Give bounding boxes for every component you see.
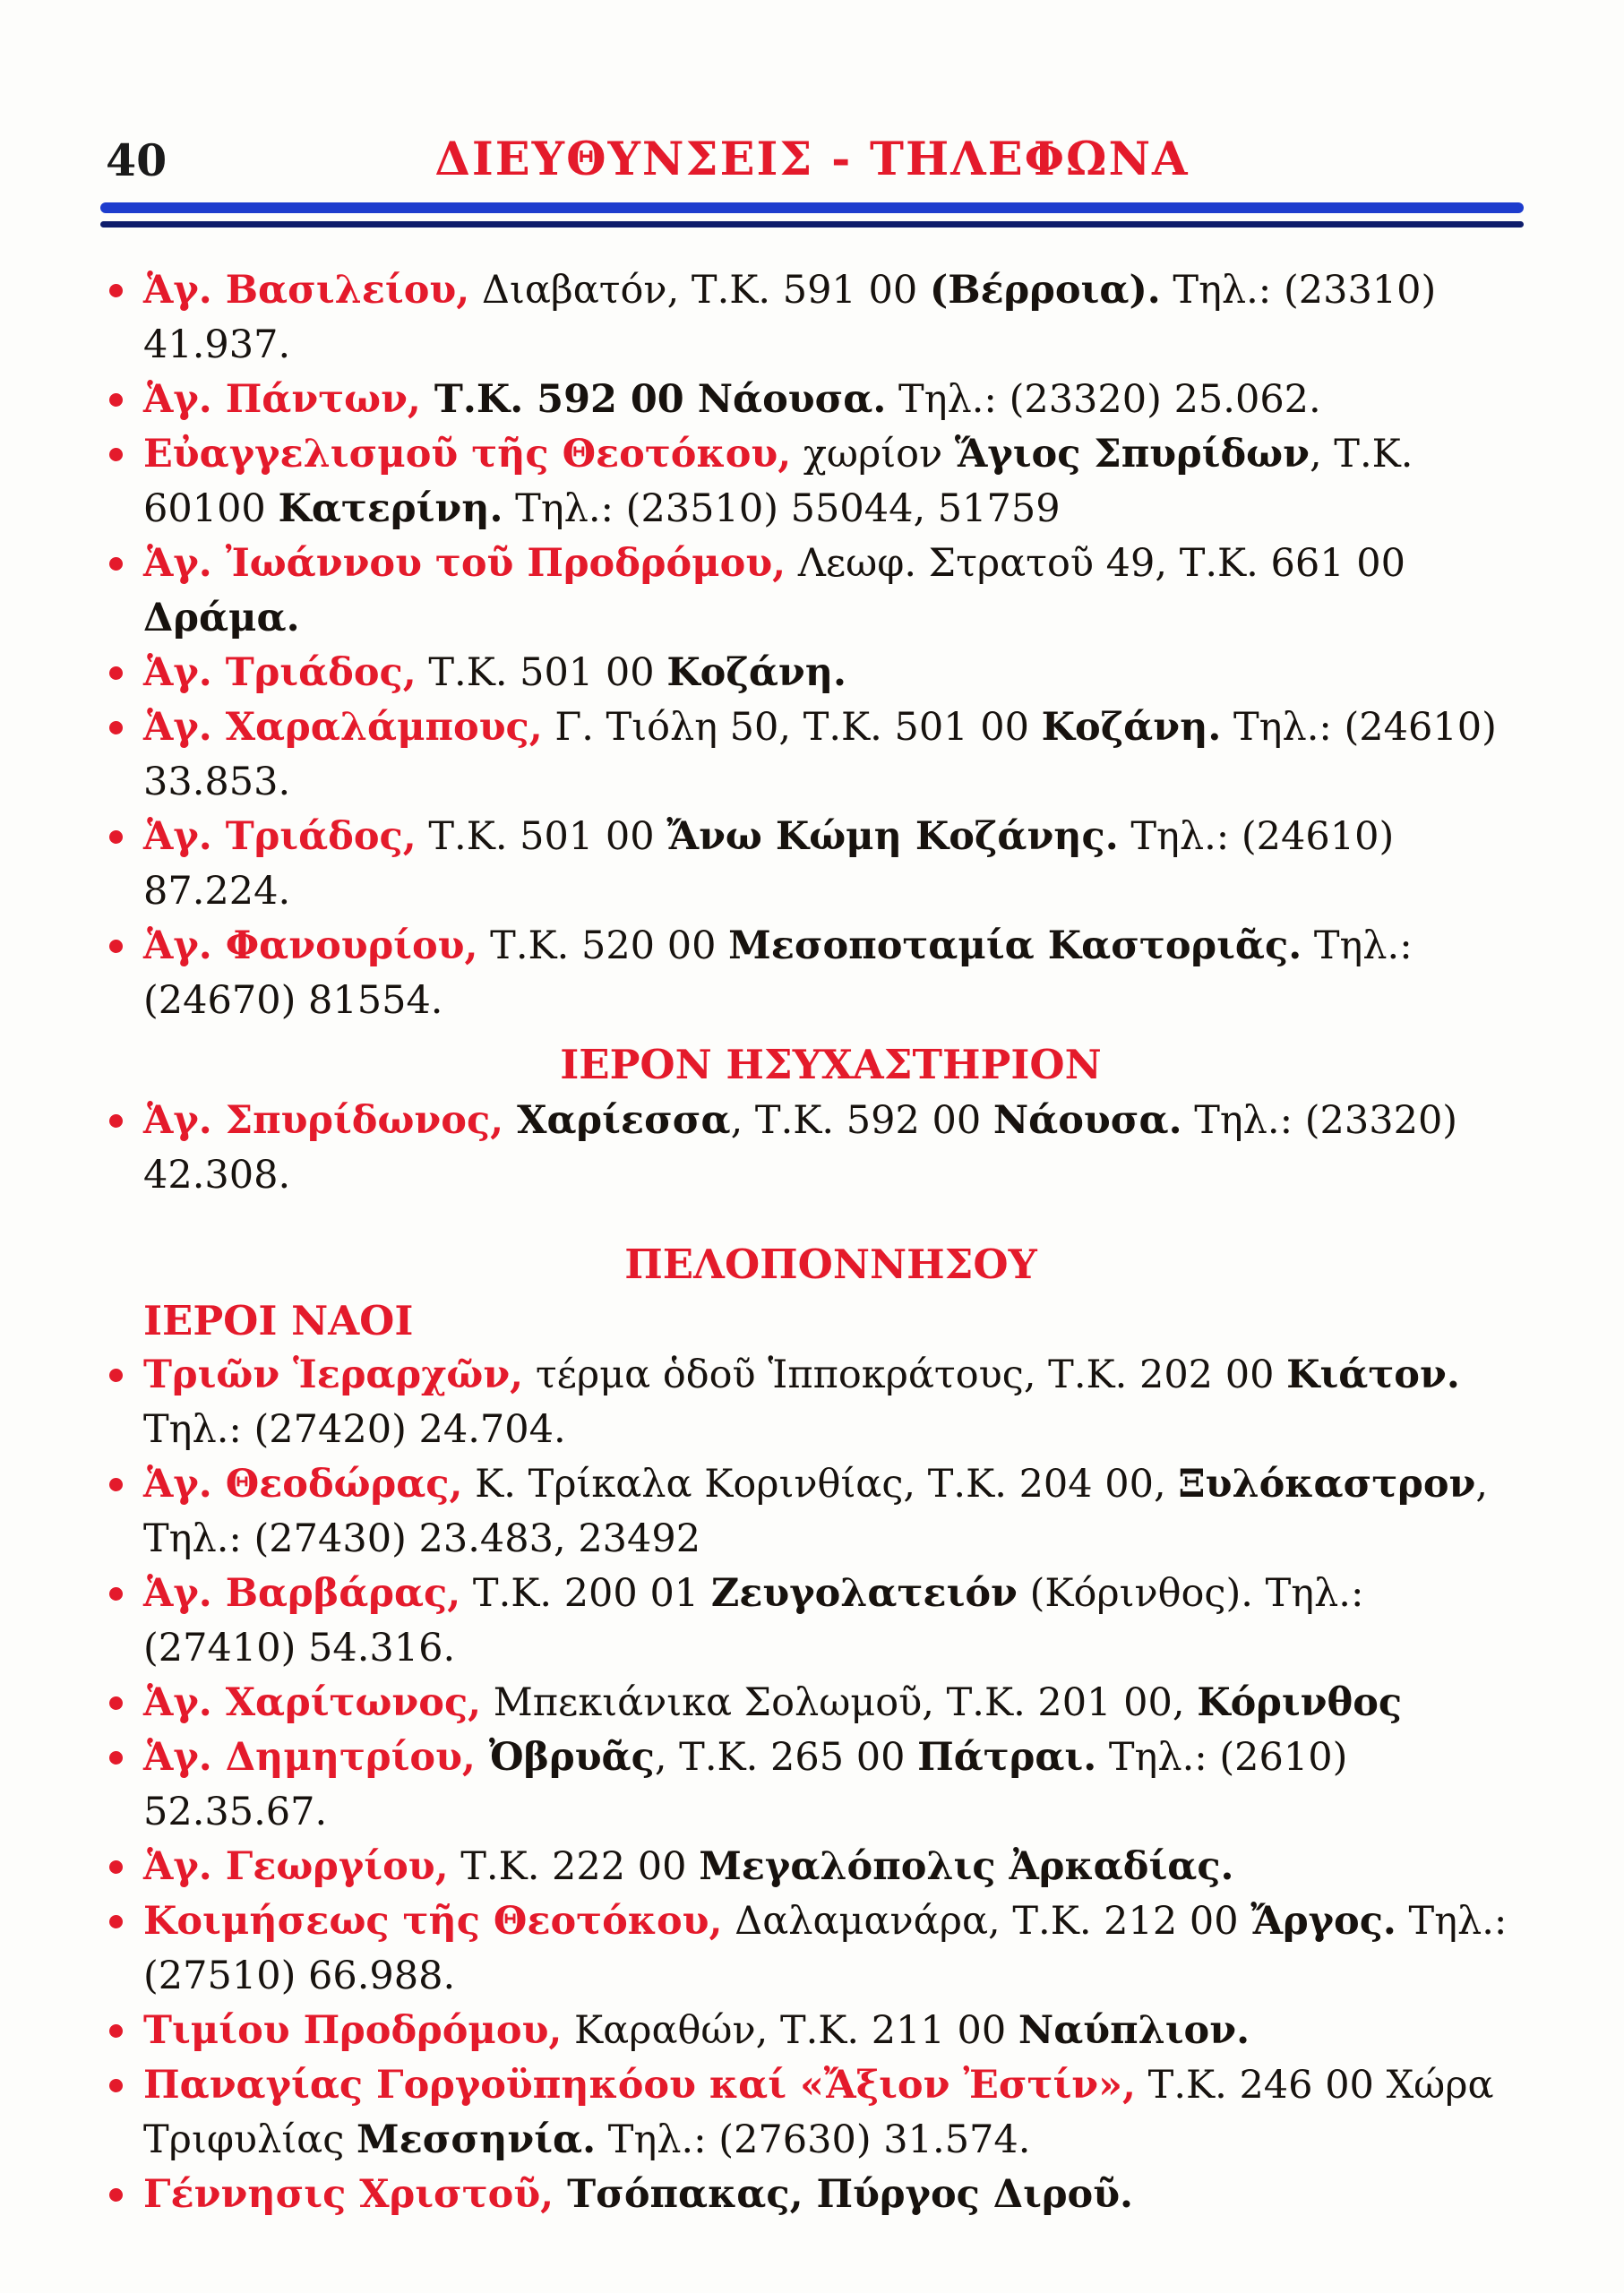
- entry-text: Καραθών, Τ.Κ. 211 00: [562, 2008, 1018, 2053]
- directory-entry: [143, 373, 1518, 427]
- entry-text: Γ. Τιόλη 50, Τ.Κ. 501 00: [542, 705, 1042, 750]
- entry-text: Δαλαμανάρα, Τ.Κ. 212 00: [722, 1899, 1251, 1944]
- directory-entry: [143, 2058, 1518, 2168]
- entry-name: Ἁγ. Χαρίτωνος,: [143, 1680, 482, 1725]
- entry-text: Ξυλόκαστρον: [1178, 1462, 1476, 1507]
- entry-text: Τηλ.: (23510) 55044, 51759: [503, 486, 1061, 531]
- entry-text: χωρίον: [791, 432, 955, 477]
- bullet-icon: [109, 1369, 123, 1382]
- entry-text: Τ.Κ. 501 00: [416, 814, 667, 859]
- entry-text: Νάουσα.: [992, 1098, 1182, 1143]
- entry-name: Ἁγ. Θεοδώρας,: [143, 1462, 463, 1507]
- directory-entry: [143, 537, 1518, 646]
- entry-name: Παναγίας Γοργοϋπηκόου καί «Ἄξιον Ἐστίν»,: [143, 2063, 1136, 2108]
- entry-text: Μεσοποταμία Καστοριᾶς.: [728, 923, 1302, 968]
- directory-entry: [143, 919, 1518, 1028]
- entry-text: , Τ.Κ. 265 00: [654, 1735, 918, 1780]
- bullet-icon: [109, 721, 123, 734]
- entry-name: Ἁγ. Χαραλάμπους,: [143, 705, 543, 750]
- heading-region: ΠΕΛΟΠΟΝΝΗΣΟΥ: [624, 1241, 1037, 1288]
- heading-section: ΙΕΡΟΝ ΗΣΥΧΑΣΤΗΡΙΟΝ: [560, 1041, 1102, 1088]
- directory-entry: [143, 1348, 1518, 1457]
- entry-text: Τσόπακας, Πύργος Διροῦ.: [554, 2172, 1134, 2217]
- entry-text: Τ.Κ. 501 00: [416, 650, 667, 695]
- entry-text: Κ. Τρίκαλα Κορινθίας, Τ.Κ. 204 00,: [462, 1462, 1179, 1507]
- entry-text: Τ.Κ. 592 00 Νάουσα.: [420, 377, 887, 422]
- directory-entry: [143, 2004, 1518, 2058]
- entry-text: Κιάτον.: [1286, 1353, 1460, 1397]
- bullet-icon: [109, 393, 123, 407]
- entry-text: Τηλ.: (23320) 25.062.: [886, 377, 1321, 422]
- entry-text: τέρμα ὁδοῦ Ἱπποκράτους, Τ.Κ. 202 00: [523, 1353, 1287, 1397]
- entry-text: Κόρινθος: [1197, 1680, 1403, 1725]
- entry-text: Τηλ.: (24670) 81554.: [143, 923, 1413, 1023]
- entry-text: Τ.Κ. 200 01: [460, 1571, 711, 1616]
- bullet-icon: [109, 940, 123, 953]
- entry-text: Τηλ.: (27510) 66.988.: [143, 1899, 1508, 1998]
- entry-text: Διαβατόν, Τ.Κ. 591 00: [469, 268, 930, 313]
- bullet-icon: [109, 1114, 123, 1128]
- entry-name: Ἁγ. Πάντων,: [143, 377, 421, 422]
- entry-text: Κατερίνη.: [278, 486, 503, 531]
- entry-text: Ἅγιος Σπυρίδων: [954, 432, 1310, 477]
- entry-name: Ἁγ. Δημητρίου,: [143, 1735, 476, 1780]
- bullet-icon: [109, 1860, 123, 1874]
- entry-name: Γέννησις Χριστοῦ,: [143, 2172, 554, 2217]
- entry-text: Τηλ.: (23310) 41.937.: [143, 268, 1437, 367]
- bullet-icon: [109, 1478, 123, 1491]
- entry-name: Ἁγ. Ἰωάννου τοῦ Προδρόμου,: [143, 541, 786, 586]
- bullet-icon: [109, 557, 123, 571]
- entry-text: Χαρίεσσα: [503, 1098, 731, 1143]
- entry-name: Ἁγ. Φανουρίου,: [143, 923, 478, 968]
- divider-rule-top: [100, 202, 1524, 213]
- entry-name: Ἁγ. Τριάδος,: [143, 814, 417, 859]
- directory-entry: [143, 646, 1518, 700]
- bullet-icon: [109, 830, 123, 844]
- entry-text: Πάτραι.: [917, 1735, 1097, 1780]
- directory-content: [143, 263, 1518, 2222]
- entry-name: Τριῶν Ἱεραρχῶν,: [143, 1353, 524, 1397]
- directory-entry: [143, 263, 1518, 373]
- entry-name: Ἁγ. Γεωργίου,: [143, 1844, 449, 1889]
- entry-text: Δράμα.: [143, 596, 300, 640]
- directory-entry: [143, 1567, 1518, 1676]
- bullet-icon: [109, 284, 123, 297]
- entry-name: Εὐαγγελισμοῦ τῆς Θεοτόκου,: [143, 432, 792, 477]
- directory-entry: [143, 1457, 1518, 1567]
- bullet-icon: [109, 1696, 123, 1710]
- entry-text: Ζευγολατειόν: [710, 1571, 1018, 1616]
- directory-entry: [143, 1894, 1518, 2004]
- directory-entry: [143, 1676, 1518, 1730]
- bullet-icon: [109, 2188, 123, 2202]
- directory-entry: [143, 810, 1518, 919]
- directory-entry: [143, 700, 1518, 810]
- entry-name: Κοιμήσεως τῆς Θεοτόκου,: [143, 1899, 723, 1944]
- entry-name: Τιμίου Προδρόμου,: [143, 2008, 563, 2053]
- entry-text: Τ.Κ. 222 00: [448, 1844, 700, 1889]
- bullet-icon: [109, 2079, 123, 2092]
- directory-entry: [143, 1840, 1518, 1894]
- entry-text: (Βέρροια).: [929, 268, 1161, 313]
- page-title: ΔΙΕΥΘΥΝΣΕΙΣ - ΤΗΛΕΦΩΝΑ: [434, 133, 1190, 186]
- page-number: 40: [106, 134, 168, 186]
- bullet-icon: [109, 2024, 123, 2038]
- directory-entry: [143, 1094, 1518, 1203]
- bullet-icon: [109, 448, 123, 461]
- entry-text: Μεγαλόπολις Ἀρκαδίας.: [699, 1844, 1234, 1889]
- entry-text: Ἄνω Κώμη Κοζάνης.: [666, 814, 1119, 859]
- entry-text: , Τ.Κ. 60100: [143, 432, 1413, 531]
- entry-text: Τηλ.: (24610) 87.224.: [143, 814, 1395, 914]
- entry-text: Λεωφ. Στρατοῦ 49, Τ.Κ. 661 00: [786, 541, 1405, 586]
- bullet-icon: [109, 1915, 123, 1928]
- entry-text: Τ.Κ. 246 00 Χώρα Τριφυλίας: [143, 2063, 1494, 2162]
- entry-name: Ἁγ. Τριάδος,: [143, 650, 417, 695]
- directory-entry: [143, 427, 1518, 537]
- entry-text: Ὀβρυᾶς: [475, 1735, 655, 1780]
- entry-text: (Κόρινθος). Τηλ.: (27410) 54.316.: [143, 1571, 1364, 1670]
- entry-text: Κοζάνη.: [666, 650, 846, 695]
- entry-name: Ἁγ. Βαρβάρας,: [143, 1571, 461, 1616]
- bullet-icon: [109, 1587, 123, 1601]
- entry-text: Τηλ.: (2610) 52.35.67.: [143, 1735, 1348, 1834]
- directory-entry: [143, 2168, 1518, 2222]
- entry-text: Τηλ.: (24610) 33.853.: [143, 705, 1497, 804]
- entry-text: , Τ.Κ. 592 00: [730, 1098, 993, 1143]
- entry-text: Μεσσηνία.: [356, 2117, 597, 2162]
- entry-text: Τηλ.: (27420) 24.704.: [143, 1407, 566, 1452]
- entry-text: Ναύπλιον.: [1018, 2008, 1250, 2053]
- entry-text: Τηλ.: (27630) 31.574.: [596, 2117, 1031, 2162]
- bullet-icon: [109, 1751, 123, 1765]
- entry-text: Κοζάνη.: [1041, 705, 1222, 750]
- entry-name: Ἁγ. Βασιλείου,: [143, 268, 470, 313]
- directory-entry: [143, 1730, 1518, 1840]
- heading-sub: ΙΕΡΟΙ ΝΑΟΙ: [143, 1297, 414, 1344]
- entry-text: , Τηλ.: (27430) 23.483, 23492: [143, 1462, 1489, 1561]
- header-divider: [100, 202, 1524, 228]
- entry-text: Τ.Κ. 520 00: [477, 923, 729, 968]
- entry-text: Ἄργος.: [1250, 1899, 1396, 1944]
- bullet-icon: [109, 666, 123, 680]
- entry-text: Τηλ.: (23320) 42.308.: [143, 1098, 1458, 1198]
- page-header: [0, 0, 1624, 186]
- divider-rule-bottom: [100, 221, 1524, 228]
- entry-text: Μπεκιάνικα Σολωμοῦ, Τ.Κ. 201 00,: [481, 1680, 1198, 1725]
- entry-name: Ἁγ. Σπυρίδωνος,: [143, 1098, 504, 1143]
